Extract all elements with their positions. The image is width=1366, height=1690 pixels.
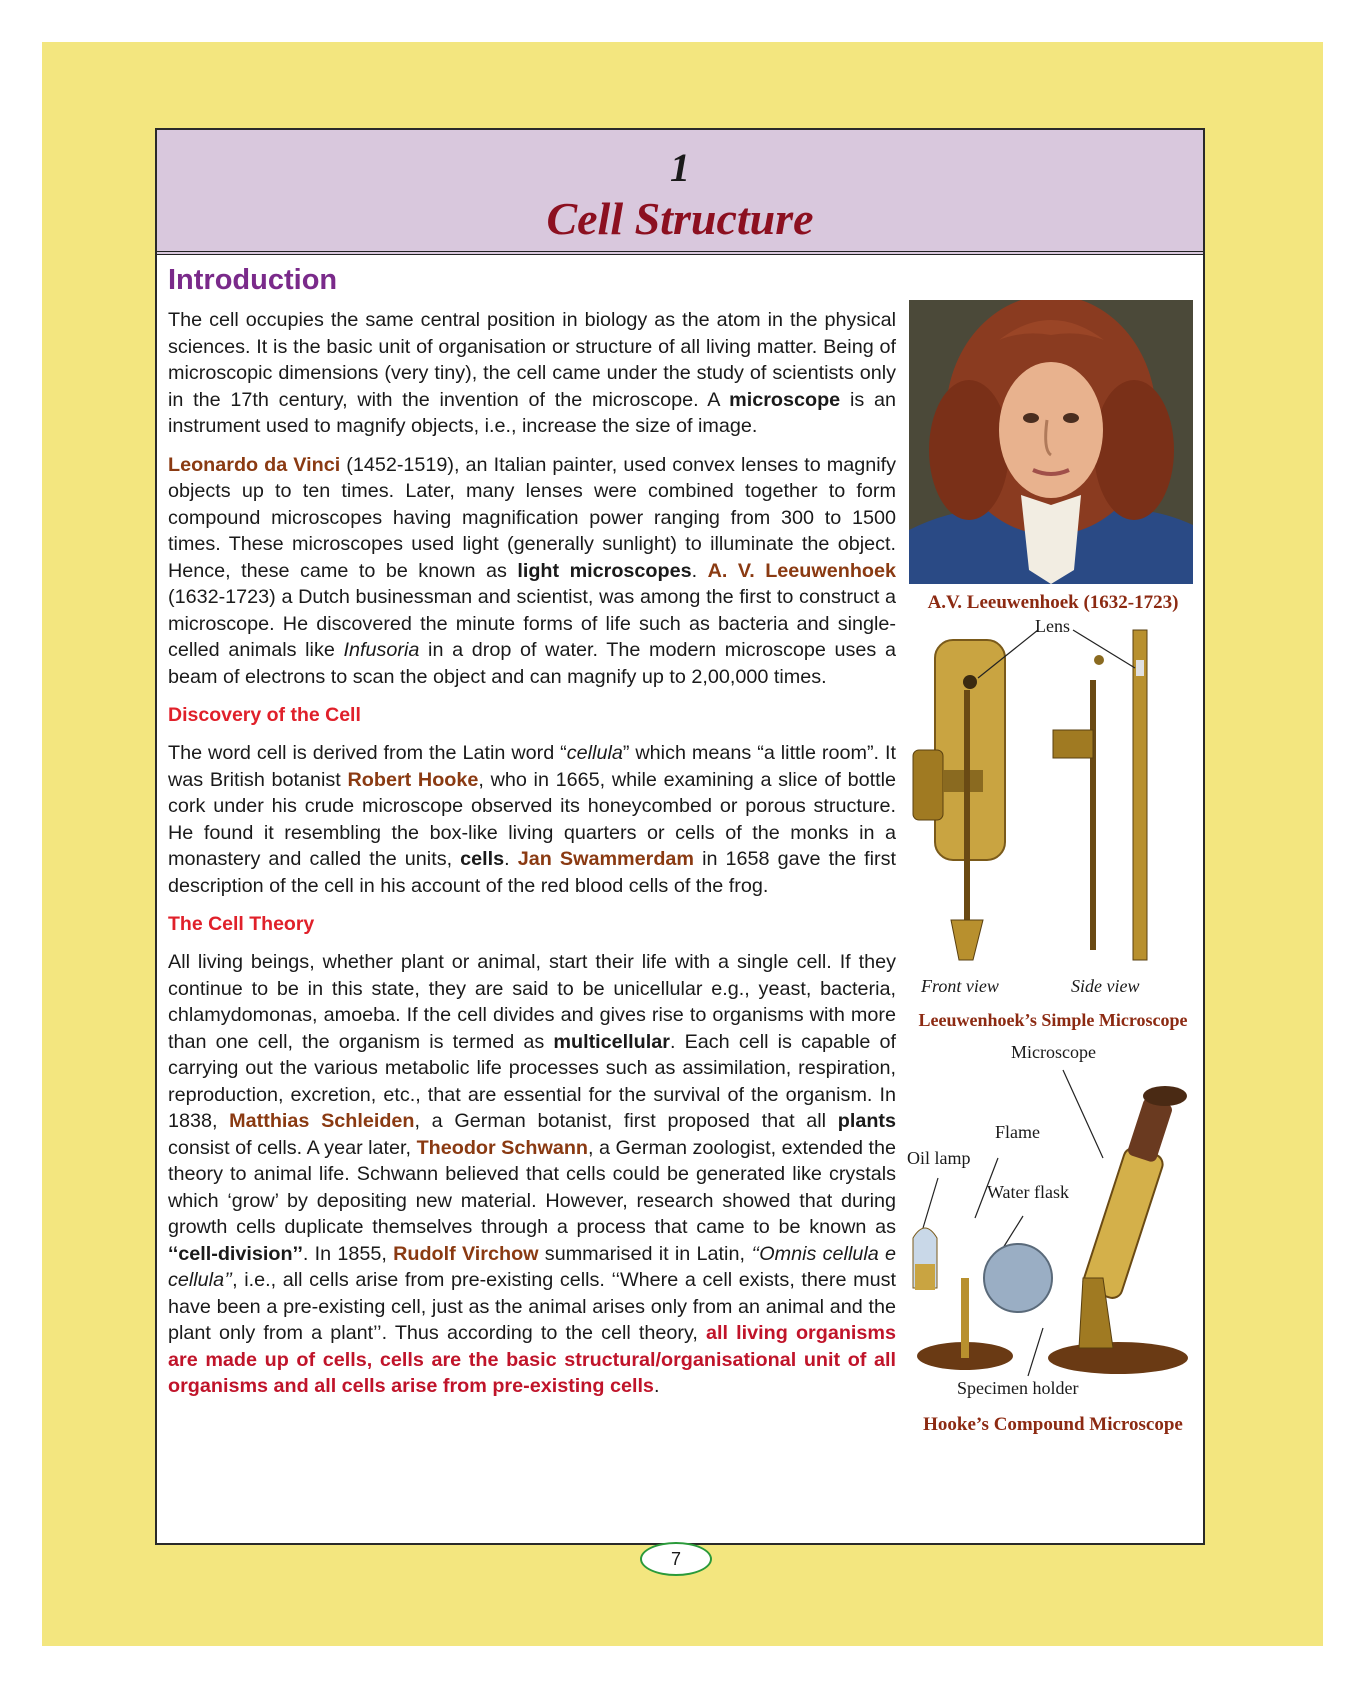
intro-paragraph-1: The cell occupies the same central position in biology as the atom in the physical sciences. It is the basic unit of organisation or structure of all living matter. Being of microscopic dimensions (very tiny), the cell came under the study of scientists only in the 17th century, with the invention of the microscope. A microscope is an instrument used to magnify objects, i.e., increase the size of image. bbox=[168, 309, 896, 437]
simple-microscope-figure bbox=[903, 616, 1203, 1000]
page-number: 7 bbox=[640, 1542, 712, 1576]
side-view-label: Side view bbox=[1071, 976, 1140, 996]
text-column bbox=[168, 264, 896, 1412]
flame-label: Flame bbox=[995, 1122, 1040, 1142]
specimen-holder-label: Specimen holder bbox=[957, 1378, 1079, 1398]
front-view-label: Front view bbox=[921, 976, 999, 996]
intro-paragraph-2: Leonardo da Vinci (1452-1519), an Italian painter, used convex lenses to magnify objects up to ten times. Later, many lenses were combined together to form compound microscopes having magnification power ranging from 300 to 1500 times. These microscopes used light (generally sunlight) to illuminate the object. Hence, these came to be known as light microscopes. A. V. Leeuwenhoek (1632-1723) a Dutch businessman and scientist, was among the first to construct a microscope. He discovered the minute forms of life such as bacteria and single-celled animals like Infusoria in a drop of water. The modern microscope uses a beam of electrons to scan the object and can magnify up to 2,00,000 times. bbox=[168, 453, 897, 688]
simple-microscope-caption: Leeuwenhoek’s Simple Microscope bbox=[918, 1010, 1188, 1030]
water-flask-label: Water flask bbox=[987, 1182, 1070, 1202]
discovery-paragraph: The word cell is derived from the Latin word “cellula” which means “a little room”. It was British botanist Robert Hooke, who in 1665, while examining a slice of bottle cork under his crude microscope observed its honeycombed or porous structure. He found it resembling the box-like living quarters or cells of the monks in a monastery and called the units, cells. Jan Swammerdam in 1658 gave the first description of the cell in his account of the red blood cells of the frog. bbox=[168, 742, 897, 897]
compound-microscope-figure bbox=[903, 1038, 1203, 1408]
leeuwenhoek-portrait bbox=[909, 300, 1193, 584]
chapter-number: 1 bbox=[670, 145, 690, 190]
oil-lamp-label: Oil lamp bbox=[907, 1148, 971, 1168]
chapter-title: Cell Structure bbox=[546, 193, 814, 244]
lens-label: Lens bbox=[1035, 616, 1070, 636]
introduction-heading: Introduction bbox=[168, 264, 338, 296]
cell-theory-paragraph: All living beings, whether plant or animal, start their life with a single cell. If they continue to be in this state, they are said to be unicellular e.g., yeast, bacteria, chlamydomonas, amoeba. If the cell divides and gives rise to organisms with more than one cell, the organism is termed as multicellular. Each cell is capable of carrying out the various metabolic life processes such as assimilation, respiration, reproduction, excretion, etc., that are essential for the survival of the organism. In 1838, Matthias Schleiden, a German botanist, first proposed that all plants consist of cells. A year later, Theodor Schwann, a German zoologist, extended the theory to animal life. Schwann believed that cells could be generated like crystals which ‘grow’ by depositing new material. However, research showed that during growth cells duplicate themselves through a process that came to be known as ‘‘cell-division’’. In 1855, Rudolf Virchow summarised it in Latin, ‘‘Omnis cellula e cellula’’, i.e., all cells arise from pre-existing cells. ‘‘Where a cell exists, there must have been a pre-existing cell, just as the animal arises only from an animal and the plant only from a plant’’. Thus according to the cell theory, all living organisms are made up of cells, cells are the basic structural/organisational unit of all organisms and all cells arise from pre-existing cells. bbox=[168, 951, 896, 1397]
cell-theory-heading: The Cell Theory bbox=[168, 913, 315, 935]
microscope-label: Microscope bbox=[1011, 1042, 1096, 1062]
chapter-header bbox=[157, 130, 1203, 255]
compound-microscope-caption: Hooke’s Compound Microscope bbox=[923, 1414, 1183, 1435]
page-content bbox=[155, 128, 1205, 1545]
portrait-caption: A.V. Leeuwenhoek (1632-1723) bbox=[927, 592, 1179, 613]
discovery-heading: Discovery of the Cell bbox=[168, 704, 361, 726]
